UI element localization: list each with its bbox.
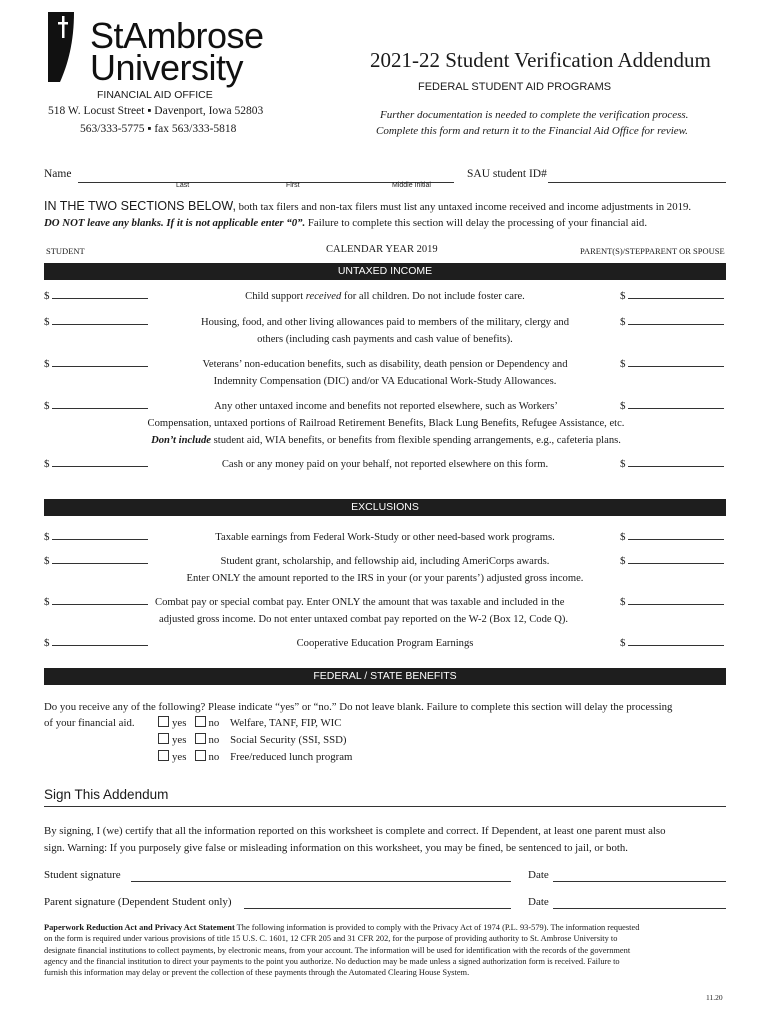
- column-year: CALENDAR YEAR 2019: [326, 244, 438, 255]
- student-id-label: SAU student ID#: [467, 168, 547, 180]
- student-date-label: Date: [528, 869, 549, 881]
- yes-checkbox[interactable]: [158, 733, 169, 744]
- last-name-caption: Last: [176, 182, 190, 189]
- student-id-field[interactable]: [548, 170, 726, 183]
- instructions-line-1: Further documentation is needed to complete the verification process.: [380, 109, 689, 121]
- section-header-untaxed: UNTAXED INCOME: [44, 263, 726, 280]
- student-signature-label: Student signature: [44, 869, 121, 881]
- intro-rest: both tax filers and non-tax filers must list any untaxed income received and income adjustments in 2019.: [235, 201, 692, 213]
- office-address: 518 W. Locust Street ▪ Davenport, Iowa 52803: [48, 105, 264, 117]
- benefits-question: Do you receive any of the following? Please indicate “yes” or “no.” Do not leave blank. Failure to complete this section will delay the processing of your financial aid.: [44, 701, 673, 729]
- section-header-exclusions: EXCLUSIONS: [44, 499, 726, 516]
- certification-text: By signing, I (we) certify that all the information reported on this worksheet is complete and correct. If Dependent, at least one parent must also sign. Warning: If you purposely give false or misleading information on this worksheet, you may be fined, be sentenced to jail, or both.: [44, 825, 666, 854]
- parent-amount-field[interactable]: $: [620, 358, 724, 370]
- office-name: FINANCIAL AID OFFICE: [97, 89, 213, 101]
- student-amount-field[interactable]: $: [44, 596, 148, 608]
- benefit-row-welfare: yes no Welfare, TANF, FIP, WIC: [158, 715, 341, 731]
- student-amount-field[interactable]: $: [44, 290, 148, 302]
- no-checkbox[interactable]: [195, 733, 206, 744]
- parent-amount-field[interactable]: $: [620, 316, 724, 328]
- parent-amount-field[interactable]: $: [620, 637, 724, 649]
- page-subtitle: FEDERAL STUDENT AID PROGRAMS: [418, 81, 612, 93]
- parent-amount-field[interactable]: $: [620, 290, 724, 302]
- parent-signature-field[interactable]: [244, 896, 511, 909]
- benefit-label: Welfare, TANF, FIP, WIC: [229, 717, 342, 729]
- section-header-benefits: FEDERAL / STATE BENEFITS: [44, 668, 726, 685]
- sign-heading: Sign This Addendum: [44, 787, 169, 802]
- intro-warning: DO NOT leave any blanks. If it is not applicable enter “0”.: [44, 217, 306, 229]
- student-amount-field[interactable]: $: [44, 358, 148, 370]
- yes-checkbox[interactable]: [158, 716, 169, 727]
- page-title: 2021-22 Student Verification Addendum: [370, 48, 711, 72]
- student-signature-field[interactable]: [131, 869, 511, 882]
- parent-amount-field[interactable]: $: [620, 458, 724, 470]
- university-logo: [44, 12, 264, 88]
- name-label: Name: [44, 168, 72, 180]
- sign-divider: [44, 806, 726, 807]
- benefit-row-social-security: yes no Social Security (SSI, SSD): [158, 732, 346, 748]
- benefit-row-lunch: yes no Free/reduced lunch program: [158, 749, 352, 765]
- parent-amount-field[interactable]: $: [620, 555, 724, 567]
- column-student: STUDENT: [46, 246, 85, 256]
- student-amount-field[interactable]: $: [44, 458, 148, 470]
- parent-amount-field[interactable]: $: [620, 400, 724, 412]
- student-amount-field[interactable]: $: [44, 531, 148, 543]
- student-amount-field[interactable]: $: [44, 400, 148, 412]
- first-name-caption: First: [286, 182, 300, 189]
- intro-lead: IN THE TWO SECTIONS BELOW,: [44, 199, 236, 213]
- parent-amount-field[interactable]: $: [620, 596, 724, 608]
- student-amount-field[interactable]: $: [44, 637, 148, 649]
- cross-emblem-icon: [44, 12, 86, 82]
- parent-date-field[interactable]: [553, 896, 726, 909]
- logo-line-2: University: [90, 47, 244, 88]
- office-phone: 563/333-5775 ▪ fax 563/333-5818: [80, 123, 237, 135]
- yes-checkbox[interactable]: [158, 750, 169, 761]
- parent-date-label: Date: [528, 896, 549, 908]
- benefit-label: Social Security (SSI, SSD): [230, 734, 347, 746]
- student-amount-field[interactable]: $: [44, 316, 148, 328]
- benefit-label: Free/reduced lunch program: [230, 751, 353, 763]
- privacy-statement: Paperwork Reduction Act and Privacy Act Statement The following information is provided to comply with the Privacy Act of 1974 (P.L. 93-579). The information requested on the form is required under various provisions of title 15 U.S. C. 1601, 12 CFR 205 and 31 CFR 202, for the purpose of providing authority to St. Ambrose University to designate financial institutions to collect payments, by electronic means, from your account. The information will be used for identification with the records of the government agency and the financial institution to direct your payments to the point you authorize. No deduction may be made unless a signed authorization form is received. Failure to furnish this information may delay or prevent the collection of these payments through the Automated Clearing House System.: [44, 923, 640, 978]
- parent-signature-label: Parent signature (Dependent Student only): [44, 896, 232, 908]
- student-date-field[interactable]: [553, 869, 726, 882]
- no-checkbox[interactable]: [195, 716, 206, 727]
- no-checkbox[interactable]: [195, 750, 206, 761]
- intro-warning-rest: Failure to complete this section will delay the processing of your financial aid.: [305, 217, 648, 229]
- section-intro: [44, 198, 734, 231]
- parent-amount-field[interactable]: $: [620, 531, 724, 543]
- logo-line-1: StAmbrose: [90, 15, 264, 56]
- column-parent: PARENT(S)/STEPPARENT OR SPOUSE: [580, 246, 725, 256]
- middle-initial-caption: Middle Initial: [392, 182, 431, 189]
- instructions-line-2: Complete this form and return it to the Financial Aid Office for review.: [376, 125, 688, 137]
- form-version: 11.20: [706, 993, 723, 1002]
- student-amount-field[interactable]: $: [44, 555, 148, 567]
